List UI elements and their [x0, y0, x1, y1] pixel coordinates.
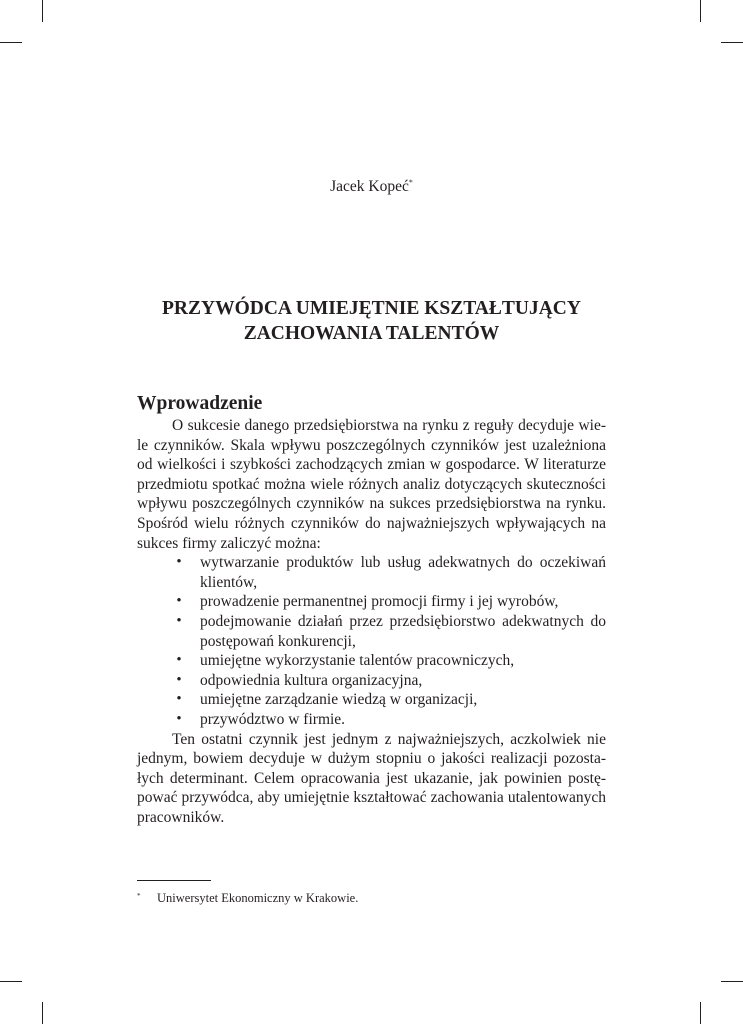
list-item — [137, 671, 606, 691]
list-item — [137, 651, 606, 671]
list-item-text: prowadzenie permanentnej promocji firmy i jej wyrobów, — [200, 593, 559, 611]
crop-mark-left-bottom — [0, 981, 22, 982]
bullet-icon: • — [176, 554, 182, 571]
bullet-icon: • — [176, 612, 182, 629]
text-line: przedmiotu spotkać można wiele różnych analiz dotyczących skuteczności — [137, 475, 606, 493]
bullet-icon: • — [176, 691, 182, 708]
text-line: le czynników. Skala wpływu poszczególnych czynników jest uzależniona — [137, 436, 606, 454]
list-item-text: umiejętne wykorzystanie talentów pracowniczych, — [200, 652, 515, 670]
title-line: ZACHOWANIA TALENTÓW — [243, 323, 500, 344]
footnote-separator — [137, 880, 211, 881]
list-item-text: przywództwo w firmie. — [200, 710, 346, 728]
text-line: Ten ostatni czynnik jest jednym z najważniejszych, aczkolwiek nie — [172, 730, 606, 748]
text-line: łych determinant. Celem opracowania jest ukazanie, jak powinien postę- — [137, 769, 606, 787]
text-line: jednym, bowiem decyduje w dużym stopniu o jakości realizacji pozosta- — [137, 750, 606, 768]
list-item — [137, 690, 606, 710]
crop-mark-top-left — [42, 0, 43, 22]
footnote-marker: * — [137, 892, 141, 900]
crop-mark-right-bottom — [721, 981, 743, 982]
author-footnote-marker: * — [408, 177, 413, 187]
list-item — [137, 612, 606, 651]
list-item-text: postępowań konkurencji, — [200, 632, 356, 650]
text-line: sukces firmy zaliczyć można: — [137, 534, 321, 552]
author-line — [0, 177, 743, 197]
body-text — [137, 416, 606, 827]
crop-mark-bottom-right — [700, 1002, 701, 1024]
list-item-text: odpowiednia kultura organizacyjna, — [200, 671, 423, 689]
list-item-text: klientów, — [200, 573, 258, 591]
text-line: pracowników. — [137, 808, 225, 826]
text-line: O sukcesie danego przedsiębiorstwa na rynku z reguły decyduje wie- — [172, 417, 606, 434]
text-line: pować przywódca, aby umiejętnie kształtować zachowania utalentowanych — [137, 789, 606, 807]
list-item-text: umiejętne zarządzanie wiedzą w organizacji, — [200, 691, 478, 709]
text-line: wpływu poszczególnych czynników na sukces przedsiębiorstwa na rynku. — [137, 495, 606, 513]
article-title — [0, 296, 743, 346]
bullet-icon: • — [176, 710, 182, 727]
title-line: PRZYWÓDCA UMIEJĘTNIE KSZTAŁTUJĄCY — [162, 298, 581, 319]
list-item — [137, 710, 606, 730]
text-line: Spośród wielu różnych czynników do najważniejszych wpływających na — [137, 514, 606, 532]
footnote — [137, 890, 359, 909]
crop-mark-left-top — [0, 42, 22, 43]
bullet-icon: • — [176, 652, 182, 669]
paragraph-aim — [137, 730, 606, 828]
crop-mark-top-right — [700, 0, 701, 22]
list-item-text: wytwarzanie produktów lub usług adekwatnych do oczekiwań — [200, 554, 606, 572]
crop-mark-right-top — [721, 42, 743, 43]
bullet-icon: • — [176, 593, 182, 610]
crop-mark-bottom-left — [42, 1002, 43, 1024]
footnote-text: Uniwersytet Ekonomiczny w Krakowie. — [157, 891, 359, 905]
paragraph-intro — [137, 416, 606, 553]
text-line: od wielkości i szybkości zachodzących zmian w gospodarce. W literaturze — [137, 456, 606, 474]
bullet-icon: • — [176, 671, 182, 688]
author-name: Jacek Kopeć — [330, 178, 409, 195]
factor-list — [137, 553, 606, 729]
list-item — [137, 592, 606, 612]
list-item — [137, 553, 606, 592]
section-heading: Wprowadzenie — [137, 393, 263, 414]
list-item-text: podejmowanie działań przez przedsiębiorstwo adekwatnych do — [200, 612, 606, 630]
